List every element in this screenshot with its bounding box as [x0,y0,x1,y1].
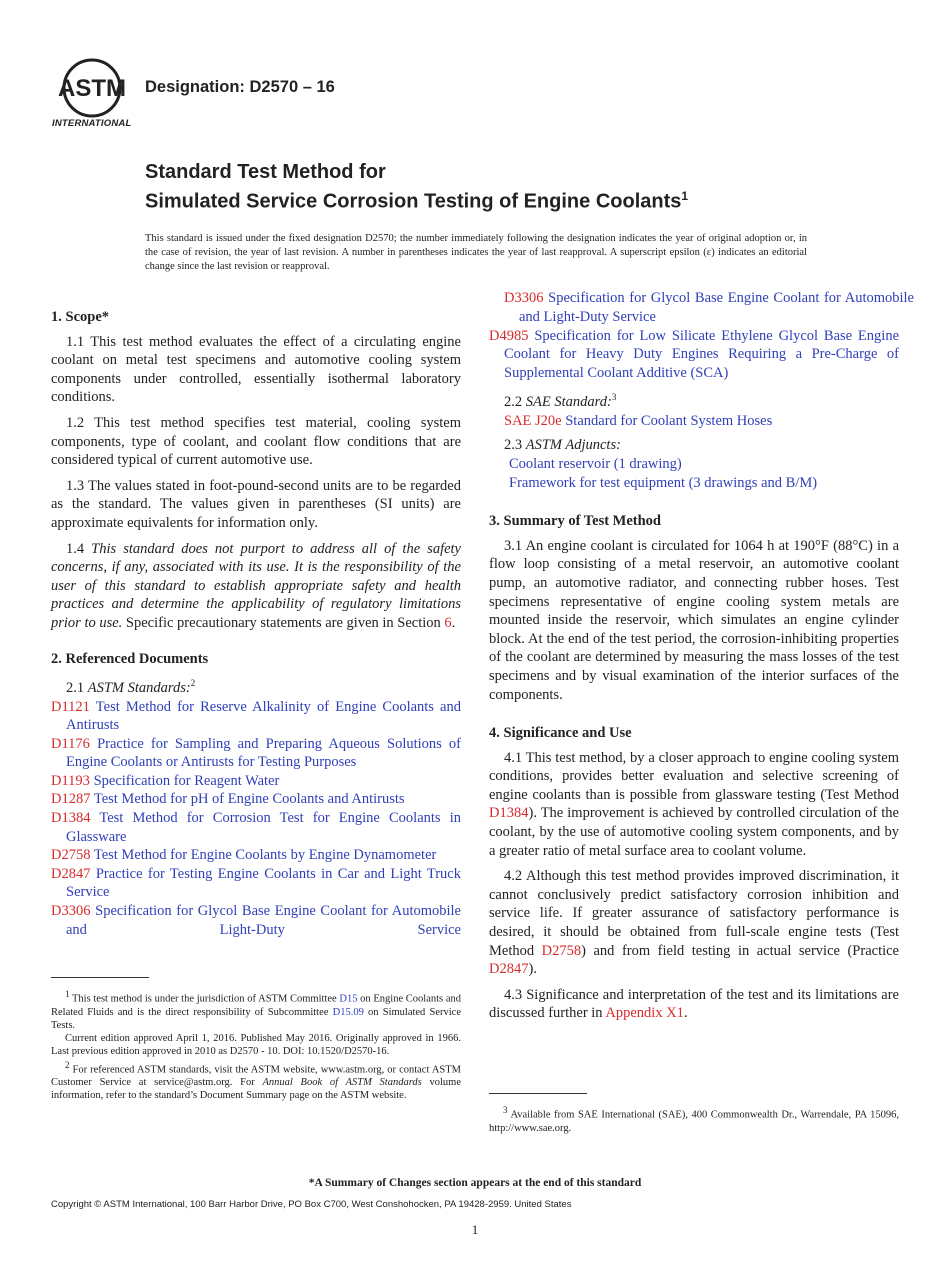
reference-title[interactable]: Test Method for Reserve Alkalinity of Engine Coolants and Antirusts [66,698,461,734]
reference-title[interactable]: Test Method for pH of Engine Coolants and Antirusts [93,791,405,808]
reference-d2847[interactable] [51,865,461,902]
document-title [145,160,688,214]
reference-code[interactable]: D3306 [51,903,91,920]
reference-code[interactable]: D1121 [51,698,90,715]
significance-p3: 4.3 Significance and interpretation of the test and its limitations are discussed further in Appendix X1. [489,986,899,1022]
footnote-2: $^2$ For referenced ASTM standards, visit the ASTM website, www.astm.org, or contact ASTM Customer Service at service@astm.org. For Annual Book of ASTM Standards volume information, refer to the standard’s Document Summary page on the ASTM website. [51,1059,462,1102]
issuance-note: This standard is issued under the fixed designation D2570; the number immediately following the designation indicates the year of original adoption or, in the case of revision, the year of last revision. A number in parentheses indicates the year of last reapproval. A superscript epsilon (ε) indicates an editorial change since the last revision or reapproval. [145,233,807,272]
adjunct-coolant-reservoir[interactable]: Coolant reservoir (1 drawing) [509,455,682,472]
left-column [51,308,461,938]
reference-d3306-continued[interactable] [489,290,914,327]
scope-p2: 1.2 This test method specifies test material, cooling system components, type of coolant, and coolant flow conditions that are considered typical of current automotive use. [51,414,461,469]
footnotes-left [51,988,461,1103]
reference-title[interactable]: Specification for Reagent Water [93,772,280,789]
summary-heading: 3. Summary of Test Method [489,513,661,530]
reference-d4985[interactable] [489,327,899,383]
astm-logo [50,56,134,132]
reference-d1121[interactable] [51,698,461,735]
appendix-x1-link[interactable]: Appendix X1 [605,1005,684,1022]
astm-adjuncts-label: 2.3 ASTM Adjuncts: [504,437,621,454]
reference-code[interactable]: D1176 [51,735,90,752]
reference-title[interactable]: Specification for Glycol Base Engine Coolant for Automobile and Light-Duty Service [66,903,461,938]
designation: Designation: D2570 – 16 [145,78,335,96]
reference-code[interactable]: D2847 [51,865,91,882]
reference-title[interactable]: Specification for Glycol Base Engine Coolant for Automobile and Light-Duty Service [519,290,914,325]
reference-code[interactable]: D4985 [489,327,529,344]
sae-reference[interactable]: SAE J20e Standard for Coolant System Hoses [504,412,773,429]
d1384-link[interactable]: D1384 [489,805,529,822]
title-line-2: Simulated Service Corrosion Testing of Engine Coolants [145,190,682,213]
reference-title[interactable]: Practice for Sampling and Preparing Aqueous Solutions of Engine Coolants or Antirusts for Testing Purposes [66,735,461,771]
reference-d1287[interactable] [51,790,461,809]
title-line-1: Standard Test Method for [145,161,386,183]
footnote-rule-left [51,977,149,978]
adjunct-framework[interactable]: Framework for test equipment (3 drawings and B/M) [509,474,818,491]
scope-p4: 1.4 This standard does not purport to address all of the safety concerns, if any, associated with its use. It is the responsibility of the user of this standard to establish appropriate safety and health practices and determine the applicability of regulatory limitations prior to use. Specific precautionary statements are given in Section 6. [51,540,461,631]
footnote-rule-right [489,1093,587,1094]
significance-p1: 4.1 This test method, by a closer approach to engine cooling system conditions, provides better evaluation and selective screening of engine coolants than is possible from glassware testing (Test Method D1384). The improvement is achieved by controlled circulation of the coolant, by the use of automotive cooling system components, and by a greater ratio of metal surface area to coolant volume. [489,749,899,859]
copyright: Copyright © ASTM International, 100 Barr Harbor Drive, PO Box C700, West Conshohocken, PA 19428-2959. United States [51,1199,572,1210]
astm-reference-list [51,698,461,938]
reference-title[interactable]: Test Method for Engine Coolants by Engine Dynamometer [93,847,437,864]
title-footnote-mark: 1 [681,189,689,203]
d15-09-link[interactable]: D15.09 [332,1006,364,1018]
footnote-3: $^3$ Available from SAE International (SAE), 400 Commonwealth Dr., Warrendale, PA 15096, http://www.sae.org. [489,1105,899,1134]
astm-standards-label: 2.1 ASTM Standards:$^2$ [66,678,196,696]
scope-heading: 1. Scope* [51,309,109,325]
reference-code[interactable]: D2758 [51,847,91,864]
reference-d3306[interactable] [51,902,461,938]
significance-heading: 4. Significance and Use [489,725,632,742]
reference-code[interactable]: D3306 [504,290,544,307]
section-6-link[interactable]: 6 [444,614,452,631]
reference-title[interactable]: Practice for Testing Engine Coolants in Car and Light Truck Service [66,865,461,901]
summary-of-changes-note: *A Summary of Changes section appears at the end of this standard [308,1177,642,1189]
reference-d1384[interactable] [51,809,461,846]
svg-text:ASTM: ASTM [58,75,126,102]
reference-d1176[interactable] [51,735,461,772]
astm-reference-list-continued [489,290,914,382]
scope-p1: 1.1 This test method evaluates the effect of a circulating engine coolant on metal test specimens and automotive cooling system components under controlled, essentially isothermal laboratory conditions. [51,333,461,406]
footnote-1: $^1$ This test method is under the jurisdiction of ASTM Committee D15 on Engine Coolants and Related Fluids and is the direct responsibility of Subcommittee D15.09 on Simulated Service Tests. [51,989,461,1031]
referenced-heading: 2. Referenced Documents [51,650,209,667]
sae-standard-label: 2.2 SAE Standard:$^3$ [504,392,617,411]
footnote-1-edition: Current edition approved April 1, 2016. Published May 2016. Originally approved in 1966. Last previous edition approved in 2010 as D2570 - 10. DOI: 10.1520/D2570-16. [51,1033,461,1058]
d2847-link[interactable]: D2847 [489,961,529,978]
logo-caption: INTERNATIONAL [52,118,132,129]
page-number: 1 [471,1222,479,1237]
d2758-link[interactable]: D2758 [541,942,582,959]
footnotes-right [489,1104,899,1135]
significance-p2: 4.2 Although this test method provides improved discrimination, it cannot conclusively predict satisfactory corrosion inhibition and service life. If greater assurance of satisfactory performance is desired, it should be obtained from full-scale engine tests (Test Method D2758) and from field testing in actual service (Practice D2847). [489,868,899,978]
reference-code[interactable]: D1287 [51,791,91,808]
reference-title[interactable]: Specification for Low Silicate Ethylene Glycol Base Engine Coolant for Heavy Duty Engines Requiring a Pre-Charge of Supplemental Coolant Additive (SCA) [504,327,900,381]
scope-p3: 1.3 The values stated in foot-pound-second units are to be regarded as the standard. The values given in parentheses (SI units) are approximate equivalents for information only. [51,477,461,531]
reference-d1193[interactable] [51,772,461,791]
right-column [489,290,914,1030]
reference-d2758[interactable] [51,846,461,865]
reference-code[interactable]: D1384 [51,810,91,827]
d15-link[interactable]: D15 [339,993,358,1005]
reference-title[interactable]: Test Method for Corrosion Test for Engine Coolants in Glassware [66,810,461,845]
reference-code[interactable]: D1193 [51,772,90,789]
summary-p1: 3.1 An engine coolant is circulated for 1064 h at 190°F (88°C) in a flow loop consisting of a metal reservoir, an automotive coolant pump, an automotive radiator, and connecting rubber hoses. Test specimens representative of engine cooling system metals are mounted inside the reservoir, which simulates an engine cylinder block. At the end of the test period, the corrosion-inhibiting properties of the coolant are determined by measuring the mass losses of the test specimens and by visual examination of the interior surfaces of the components. [489,537,899,703]
